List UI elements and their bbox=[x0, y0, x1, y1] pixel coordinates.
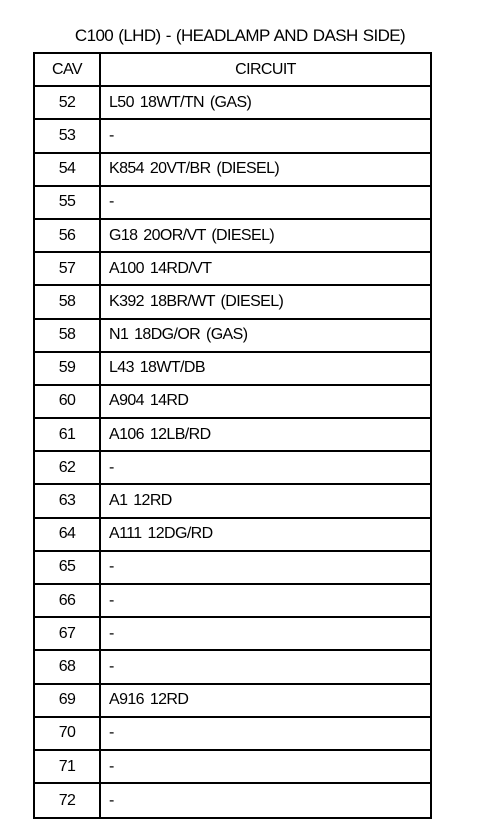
table-row bbox=[35, 419, 430, 452]
table-row bbox=[35, 718, 430, 751]
table-row bbox=[35, 320, 430, 353]
circuit-cell: A1 12RD bbox=[109, 492, 172, 510]
circuit-cell: A100 14RD/VT bbox=[109, 259, 212, 277]
cav-cell: 71 bbox=[35, 751, 101, 782]
cav-cell: 55 bbox=[35, 187, 101, 218]
circuit-cell: L43 18WT/DB bbox=[109, 359, 205, 377]
cav-cell: 60 bbox=[35, 386, 101, 417]
cav-cell: 67 bbox=[35, 618, 101, 649]
circuit-cell: A111 12DG/RD bbox=[109, 525, 213, 543]
cav-cell: 54 bbox=[35, 154, 101, 185]
table-row bbox=[35, 784, 430, 817]
circuit-cell: A904 14RD bbox=[109, 392, 189, 410]
cav-cell: 72 bbox=[35, 784, 101, 817]
circuit-cell: - bbox=[109, 458, 114, 476]
table-row bbox=[35, 220, 430, 253]
cav-cell: 65 bbox=[35, 552, 101, 583]
cav-cell: 66 bbox=[35, 585, 101, 616]
table-row bbox=[35, 87, 430, 120]
circuit-cell: A916 12RD bbox=[109, 691, 189, 709]
circuit-column-header: CIRCUIT bbox=[235, 60, 296, 78]
cav-cell: 61 bbox=[35, 419, 101, 450]
cav-cell: 69 bbox=[35, 685, 101, 716]
circuit-cell: - bbox=[109, 657, 114, 675]
cav-cell: 59 bbox=[35, 353, 101, 384]
table-row bbox=[35, 552, 430, 585]
cav-cell: 68 bbox=[35, 651, 101, 682]
circuit-cell: A106 12LB/RD bbox=[109, 425, 211, 443]
circuit-cell: - bbox=[109, 558, 114, 576]
table-row bbox=[35, 353, 430, 386]
table-row bbox=[35, 120, 430, 153]
cav-cell: 70 bbox=[35, 718, 101, 749]
table-header-row bbox=[35, 54, 430, 87]
table-row bbox=[35, 651, 430, 684]
table-row bbox=[35, 386, 430, 419]
cav-cell: 53 bbox=[35, 120, 101, 151]
connector-title: C100 (LHD) - (HEADLAMP AND DASH SIDE) bbox=[74, 26, 406, 45]
circuit-cell: L50 18WT/TN (GAS) bbox=[109, 93, 252, 111]
table-row bbox=[35, 253, 430, 286]
circuit-cell: N1 18DG/OR (GAS) bbox=[109, 326, 248, 344]
table-row bbox=[35, 187, 430, 220]
circuit-cell: G18 20OR/VT (DIESEL) bbox=[109, 226, 275, 244]
table-row bbox=[35, 585, 430, 618]
cav-cell: 52 bbox=[35, 87, 101, 118]
circuit-cell: - bbox=[109, 624, 114, 642]
cav-cell: 64 bbox=[35, 519, 101, 550]
circuit-cell: - bbox=[109, 791, 114, 809]
cav-cell: 62 bbox=[35, 452, 101, 483]
cav-cell: 58 bbox=[35, 320, 101, 351]
cav-cell: 57 bbox=[35, 253, 101, 284]
table-row bbox=[35, 685, 430, 718]
table-row bbox=[35, 751, 430, 784]
table-row bbox=[35, 485, 430, 518]
cav-cell: 58 bbox=[35, 286, 101, 317]
circuit-cell: K854 20VT/BR (DIESEL) bbox=[109, 160, 280, 178]
circuit-cell: - bbox=[109, 126, 114, 144]
circuit-cell: - bbox=[109, 757, 114, 775]
circuit-cell: - bbox=[109, 724, 114, 742]
table-row bbox=[35, 154, 430, 187]
table-row bbox=[35, 286, 430, 319]
table-row bbox=[35, 452, 430, 485]
cav-column-header: CAV bbox=[35, 54, 101, 85]
circuit-cell: - bbox=[109, 193, 114, 211]
cav-cell: 63 bbox=[35, 485, 101, 516]
pinout-table bbox=[33, 52, 432, 819]
cav-cell: 56 bbox=[35, 220, 101, 251]
table-row bbox=[35, 618, 430, 651]
circuit-cell: K392 18BR/WT (DIESEL) bbox=[109, 292, 284, 310]
table-row bbox=[35, 519, 430, 552]
circuit-cell: - bbox=[109, 591, 114, 609]
